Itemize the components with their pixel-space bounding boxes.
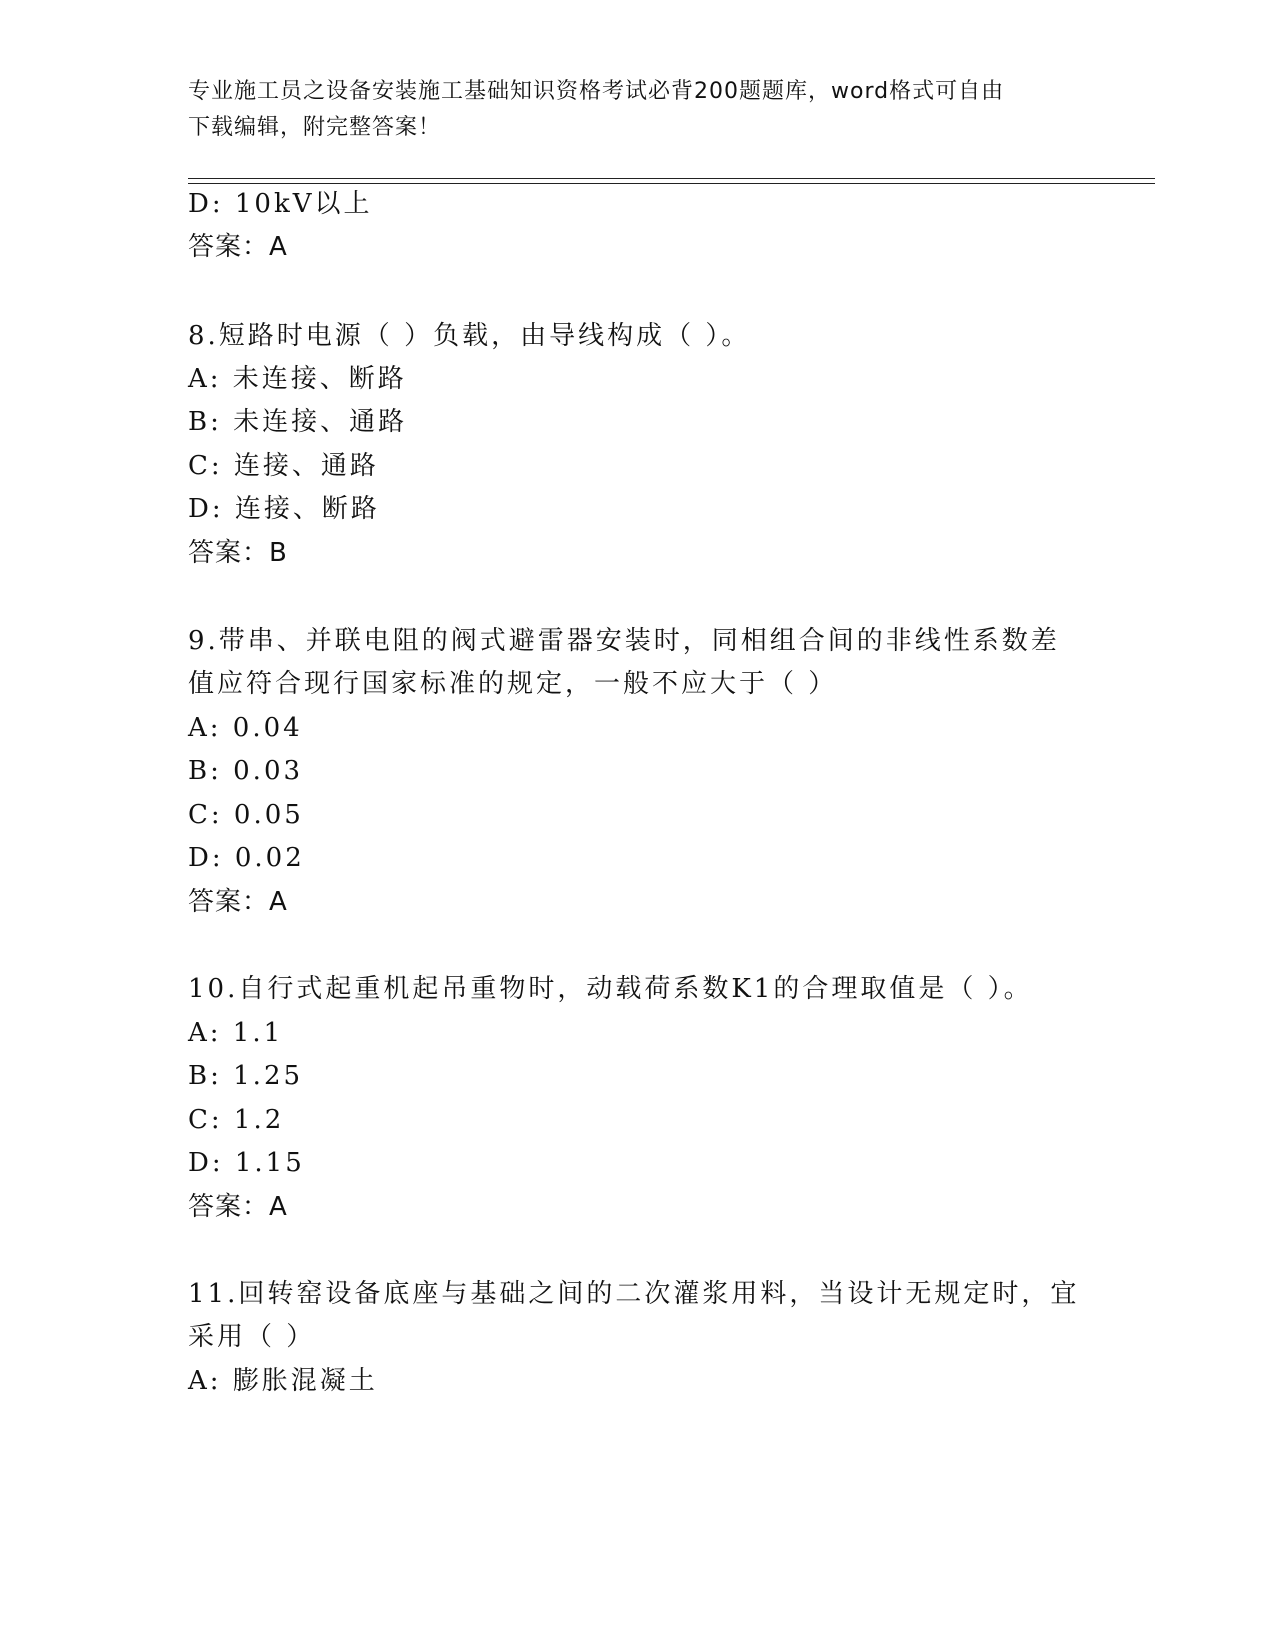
q9-question-line-2: 值应符合现行国家标准的规定，一般不应大于（ ）	[188, 669, 838, 699]
q9-answer: 答案：A	[188, 887, 288, 917]
header-title-line-1: 专业施工员之设备安装施工基础知识资格考试必背200题题库，word格式可自由	[188, 79, 1005, 104]
q8-answer: 答案：B	[188, 538, 288, 568]
q8-option-b: B: 未连接、通路	[188, 407, 408, 437]
header-divider-top	[188, 178, 1155, 179]
q7-answer: 答案：A	[188, 232, 288, 262]
q8-question: 8.短路时电源（ ）负载，由导线构成（ ）。	[188, 321, 751, 351]
q7-option-d: D: 10kV以上	[188, 189, 373, 219]
q9-option-d: D: 0.02	[188, 843, 305, 873]
q10-answer: 答案：A	[188, 1192, 288, 1222]
q8-option-c: C: 连接、通路	[188, 451, 379, 481]
document-header	[188, 74, 1068, 146]
q9-option-c: C: 0.05	[188, 800, 304, 830]
q11-option-a: A: 膨胀混凝土	[188, 1366, 378, 1396]
q9-option-b: B: 0.03	[188, 756, 304, 786]
q8-option-d: D: 连接、断路	[188, 494, 380, 524]
q9-question-line-1: 9.带串、并联电阻的阀式避雷器安装时，同相组合间的非线性系数差	[188, 626, 1060, 656]
q10-option-d: D: 1.15	[188, 1148, 305, 1178]
q11-question-line-1: 11.回转窑设备底座与基础之间的二次灌浆用料，当设计无规定时，宜	[188, 1279, 1080, 1309]
header-title-line-2: 下载编辑，附完整答案！	[188, 115, 442, 140]
q8-option-a: A: 未连接、断路	[188, 364, 407, 394]
q10-question: 10.自行式起重机起吊重物时，动载荷系数K1的合理取值是（ ）。	[188, 974, 1033, 1004]
header-divider-bottom	[188, 183, 1155, 184]
q10-option-c: C: 1.2	[188, 1105, 285, 1135]
q10-option-a: A: 1.1	[188, 1018, 284, 1048]
q9-option-a: A: 0.04	[188, 713, 303, 743]
q11-question-line-2: 采用（ ）	[188, 1322, 316, 1352]
q10-option-b: B: 1.25	[188, 1061, 304, 1091]
